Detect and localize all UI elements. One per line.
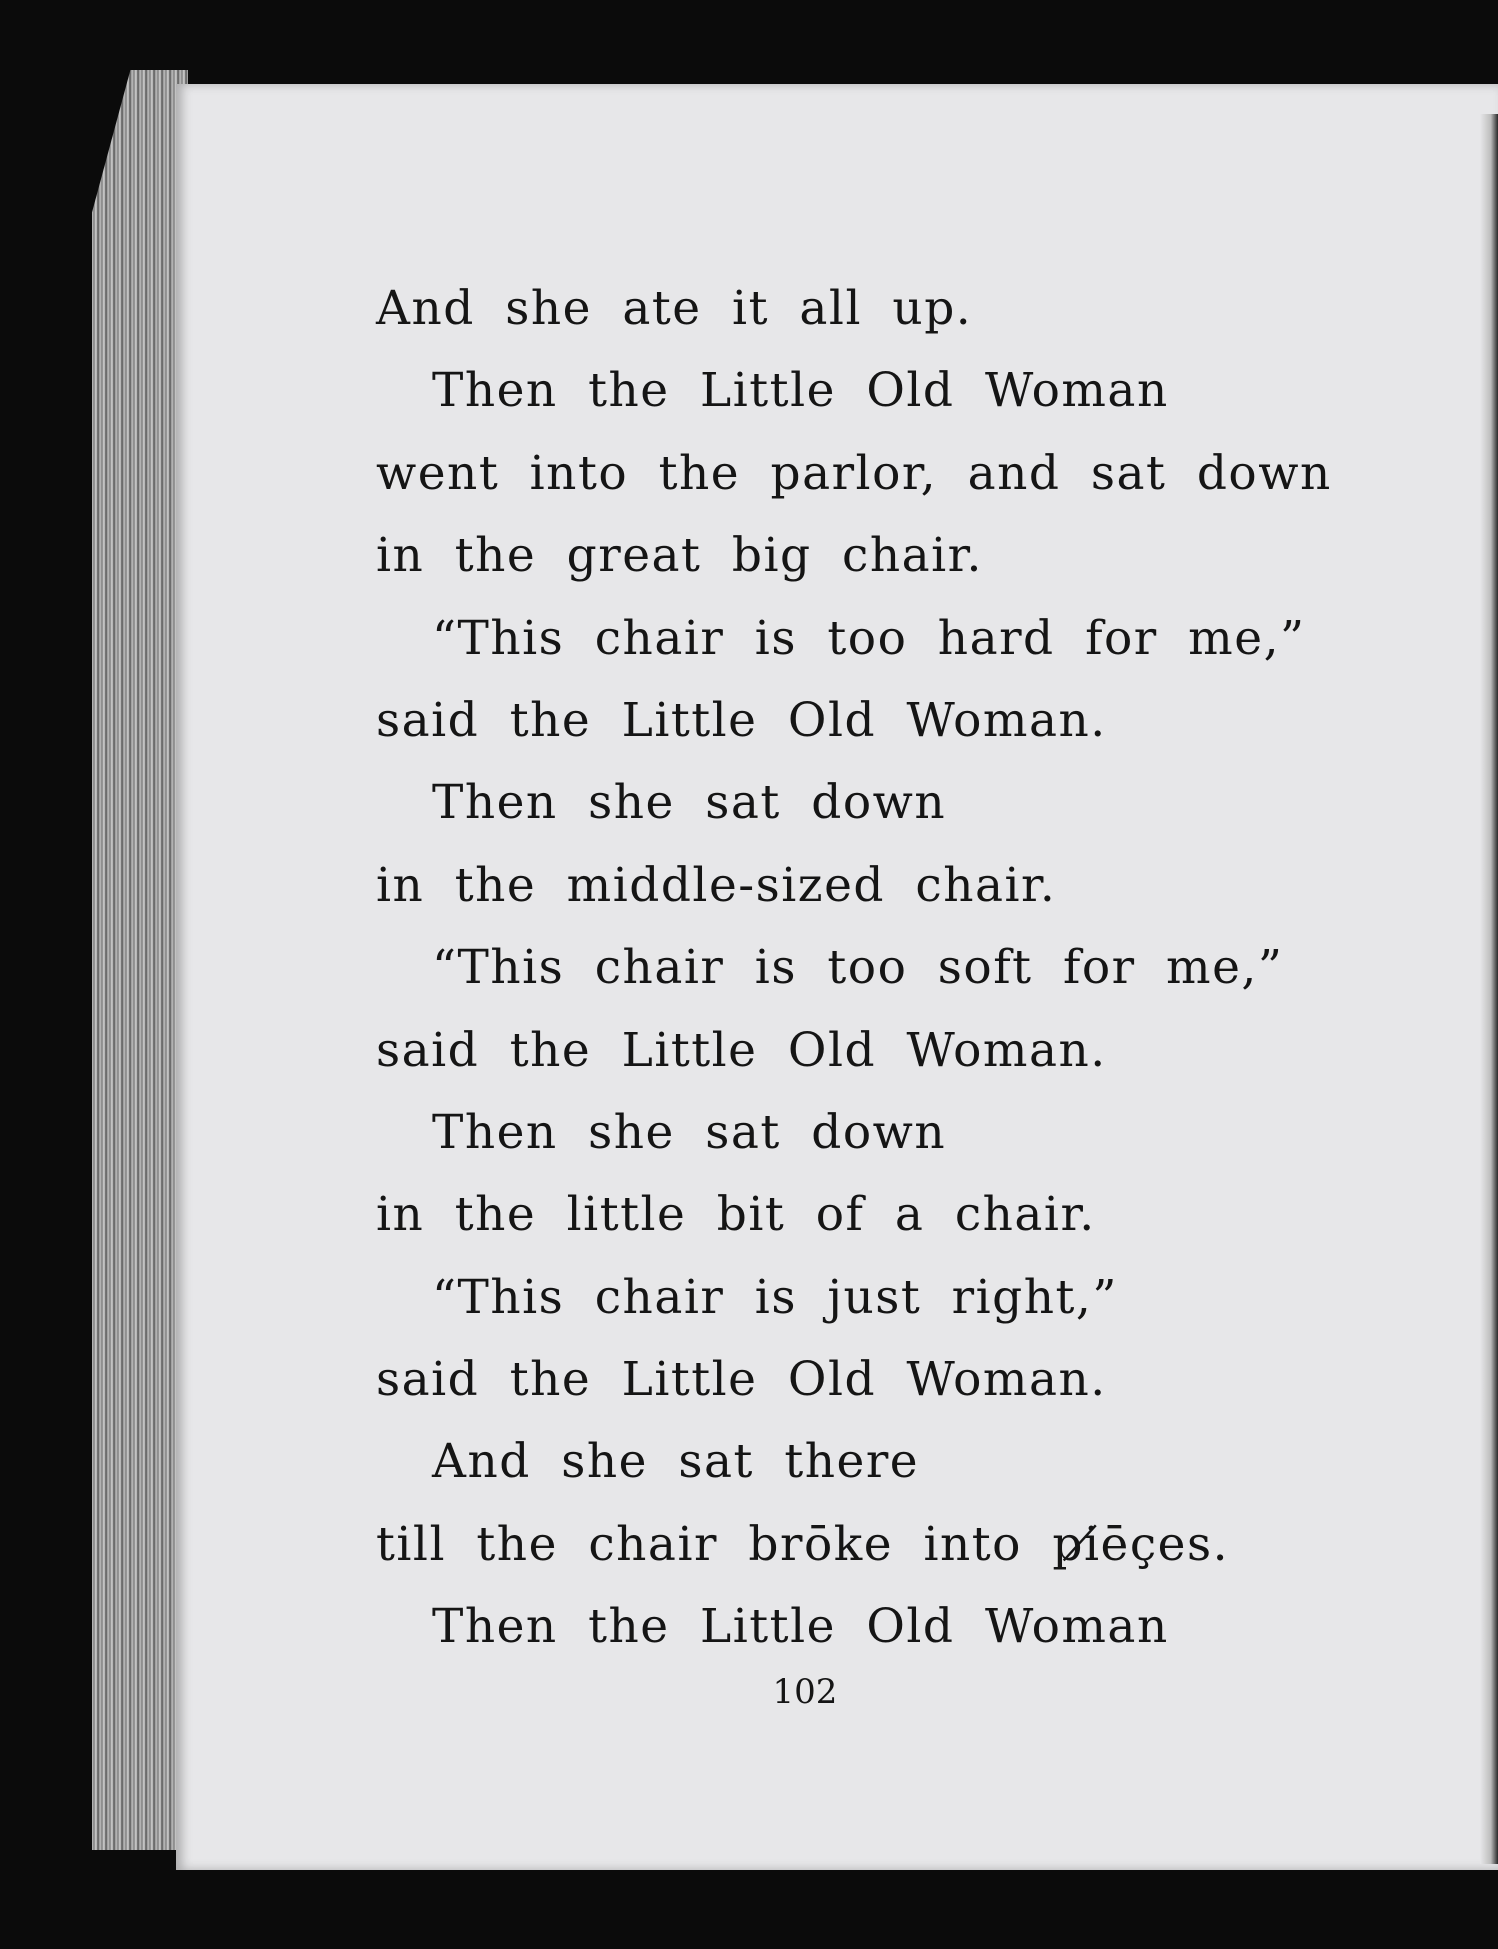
text-line: “This chair is too soft for me,”	[432, 940, 1284, 996]
text-line: in the middle-sized chair.	[376, 857, 1057, 913]
text-line: went into the parlor, and sat down	[376, 445, 1332, 501]
text-line: in the great big chair.	[376, 528, 983, 584]
page-edges	[92, 70, 188, 1850]
body-text	[376, 268, 1376, 1669]
text-line: Then the Little Old Woman	[432, 363, 1169, 419]
text-line: Then the Little Old Woman	[432, 1599, 1169, 1655]
text-line: “This chair is too hard for me,”	[432, 610, 1306, 666]
text-line: said the Little Old Woman.	[376, 1352, 1107, 1408]
text-line: said the Little Old Woman.	[376, 1022, 1107, 1078]
text-line: till the chair brōke into pi̸ēçes.	[376, 1516, 1230, 1572]
text-line: And she sat there	[432, 1434, 920, 1490]
page-number: 102	[772, 1672, 838, 1712]
text-line: “This chair is just right,”	[432, 1269, 1118, 1325]
text-line: in the little bit of a chair.	[376, 1187, 1096, 1243]
text-line: And she ate it all up.	[376, 281, 973, 336]
text-line: Then she sat down	[432, 775, 947, 831]
text-line: Then she sat down	[432, 1104, 947, 1160]
text-line: said the Little Old Woman.	[376, 692, 1107, 748]
